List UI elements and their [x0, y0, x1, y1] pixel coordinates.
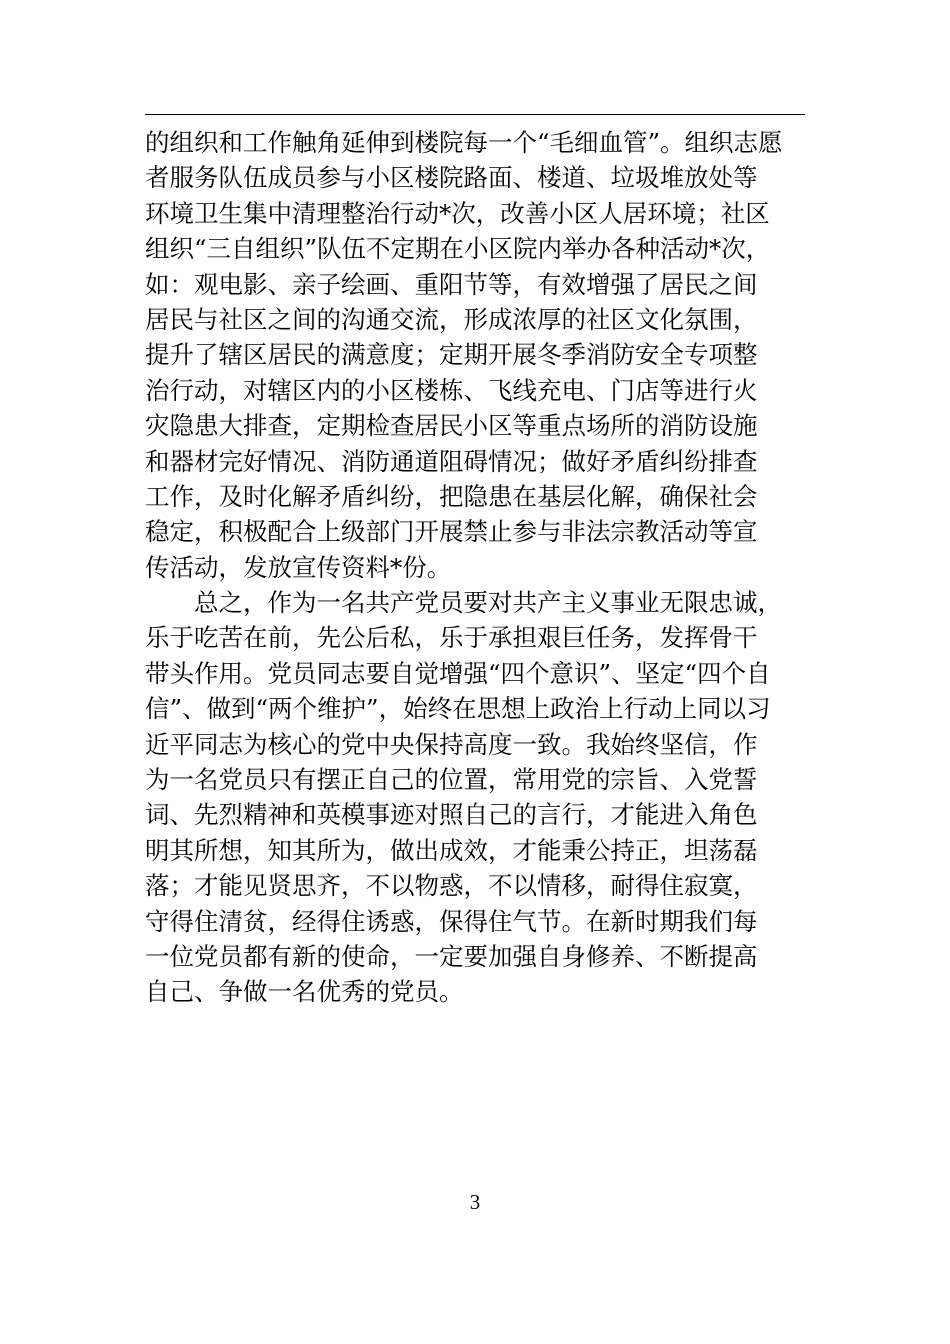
text-line: 者服务队伍成员参与小区楼院路面、楼道、垃圾堆放处等: [145, 163, 758, 193]
text-line: 为一名党员只有摆正自己的位置，常用党的宗旨、入党誓: [145, 765, 758, 795]
text-line: 明其所想，知其所为，做出成效，才能秉公持正，坦荡磊: [145, 835, 758, 865]
text-line: 词、先烈精神和英模事迹对照自己的言行，才能进入角色: [145, 800, 758, 830]
text-line: 传活动，发放宣传资料*份。: [145, 552, 452, 582]
text-line: 乐于吃苦在前，先公后私，乐于承担艰巨任务，发挥骨干: [145, 623, 758, 653]
text-line: 信”、做到“两个维护”，始终在思想上政治上行动上同以习: [145, 694, 771, 724]
text-line: 近平同志为核心的党中央保持高度一致。我始终坚信，作: [145, 729, 758, 759]
document-body: [145, 125, 805, 1010]
text-line: 和器材完好情况、消防通道阻碍情况；做好矛盾纠纷排查: [145, 446, 758, 476]
text-line: 的组织和工作触角延伸到楼院每一个“毛细血管”。组织志愿: [145, 128, 783, 157]
text-line: 工作，及时化解矛盾纠纷，把隐患在基层化解，确保社会: [145, 481, 758, 511]
header-rule: [145, 114, 805, 115]
text-line: 稳定，积极配合上级部门开展禁止参与非法宗教活动等宣: [145, 517, 758, 547]
page-number: 3: [469, 1190, 481, 1214]
paragraph-conclusion: [145, 585, 805, 1010]
text-line: 居民与社区之间的沟通交流，形成浓厚的社区文化氛围，: [145, 304, 758, 334]
text-line: 组织“三自组织”队伍不定期在小区院内举办各种活动*次，: [145, 234, 771, 264]
text-line: 如：观电影、亲子绘画、重阳节等，有效增强了居民之间: [145, 269, 758, 299]
paragraph-continuation: [145, 125, 805, 585]
text-line: 治行动，对辖区内的小区楼栋、飞线充电、门店等进行火: [145, 375, 758, 405]
text-line: 守得住清贫，经得住诱惑，保得住气节。在新时期我们每: [145, 906, 758, 936]
text-line: 自己、争做一名优秀的党员。: [145, 977, 464, 1007]
text-line: 提升了辖区居民的满意度；定期开展冬季消防安全专项整: [145, 340, 758, 370]
text-line: 环境卫生集中清理整治行动*次，改善小区人居环境；社区: [145, 198, 770, 228]
text-line: 灾隐患大排查，定期检查居民小区等重点场所的消防设施: [145, 411, 758, 441]
text-line: 一位党员都有新的使命，一定要加强自身修养、不断提高: [145, 941, 758, 971]
text-line: 落；才能见贤思齐，不以物惑，不以情移，耐得住寂寞，: [145, 871, 758, 901]
text-line-indented: 总之，作为一名共产党员要对共产主义事业无限忠诚，: [194, 588, 782, 618]
text-line: 带头作用。党员同志要自觉增强“四个意识”、坚定“四个自: [145, 658, 771, 688]
